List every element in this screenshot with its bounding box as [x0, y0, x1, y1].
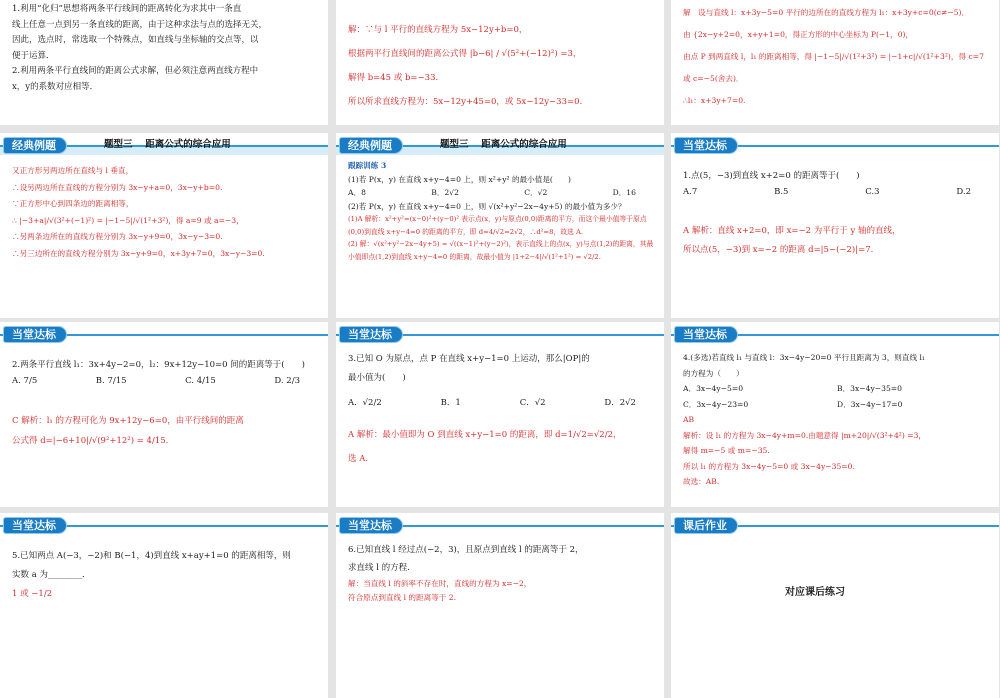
question: 4.(多选)若直线 l₁ 与直线 l：3x−4y−20=0 平行且距离为 3，则直线 l₁	[683, 353, 925, 362]
question: 5.已知两点 A(−3，−2)和 B(−1，4)到直线 x+ay+1=0 的距离相等，则	[12, 551, 291, 561]
slide-header	[336, 515, 664, 535]
line: ∵正方形中心到四条边的距离相等，	[12, 199, 134, 208]
slide-header	[671, 324, 999, 344]
line: C 解析：l₁ 的方程可化为 9x+12y−6=0，由平行线间的距离	[12, 416, 244, 426]
slide-practice-4	[671, 322, 999, 507]
answer	[348, 423, 656, 471]
summary-text	[12, 2, 320, 95]
line: 解 设与直线 l：x+3y−5=0 平行的边所在的直线方程为 l₁：x+3y+c=0(c≠−5)．	[683, 8, 970, 17]
question-block	[683, 169, 991, 260]
option-d: D．16	[612, 188, 636, 197]
option-c: C．√2	[519, 398, 546, 408]
practice-tag: 当堂达标	[675, 138, 737, 153]
line: AB	[683, 415, 695, 424]
practice-tag: 当堂达标	[340, 327, 402, 342]
line: 解：∵与 l 平行的直线方程为 5x−12y+b=0，	[348, 25, 528, 35]
options	[348, 394, 656, 413]
line: 解得 b=45 或 b=−33.	[348, 73, 439, 83]
answer: (2) 解：√(x²+y²−2x−4y+5) = √((x−1)²+(y−2)²)，表示直线上的点(x，y)与点(1,2)的距离，其最小值即点(1,2)到直线 x+y−4=0 的距离，故最小值为 |1+2−4|/√(1²+1²) = √2/2.	[348, 240, 654, 261]
homework-tag: 课后作业	[675, 518, 737, 533]
exercise-text	[348, 159, 656, 263]
option-b: B．3x−4y−35=0	[837, 384, 902, 393]
question-block	[683, 350, 991, 490]
option-b: B. 7/15	[95, 375, 127, 386]
line: 解析：设 l₁ 的方程为 3x−4y+m=0.由题意得 |m+20|/√(3²+4²) =3，	[683, 430, 927, 440]
question: 1.点(5，−3)到直线 x+2=0 的距离等于( )	[683, 171, 860, 181]
line: 便于运算．	[12, 50, 55, 61]
question-block	[348, 350, 656, 471]
options	[348, 186, 656, 200]
answer	[12, 411, 320, 451]
option-b: B．1	[440, 398, 461, 408]
option-b: B.5	[774, 186, 789, 197]
line: 线上任意一点到另一条直线的距离，由于这种求法与点的选择无关，	[12, 19, 268, 30]
topic-title: 题型三 距离公式的综合应用	[104, 139, 231, 150]
question-block	[12, 547, 320, 604]
line: x，y的系数对应相等．	[12, 81, 99, 92]
slide-practice-5	[0, 513, 328, 698]
slide-header	[671, 515, 999, 535]
slide-top-middle	[336, 0, 664, 125]
question-block	[12, 358, 320, 451]
slide-header	[0, 135, 328, 155]
answer	[348, 577, 656, 605]
question: 求直线 l 的方程.	[348, 563, 410, 573]
solution-text	[12, 163, 320, 262]
line: A 解析：最小值即为 O 到直线 x+y−1=0 的距离，即 d=1/√2=√2/2，	[348, 430, 622, 440]
slide-header	[671, 135, 999, 155]
question: (2)若 P(x，y) 在直线 x+y−4=0 上，则 √(x²+y²−2x−4y+5) 的最小值为多少？	[348, 201, 626, 211]
line: ∴另两条边所在的直线方程分别为 3x−y+9=0，3x−y−3=0.	[12, 232, 223, 241]
option-a: A．8	[348, 188, 366, 197]
line: 所以所求直线方程为：5x−12y+45=0，或 5x−12y−33=0.	[348, 97, 583, 107]
option-d: D.2	[956, 186, 971, 197]
slide-homework	[671, 513, 999, 698]
question-block	[348, 541, 656, 605]
line: 符合原点到直线 l 的距离等于 2.	[348, 593, 457, 602]
slide-practice-3	[336, 322, 664, 507]
option-c: C. 4/15	[185, 375, 216, 386]
line: 1.利用“化归”思想将两条平行线间的距离转化为求其中一条直	[12, 4, 242, 14]
example-tag: 经典例题	[4, 138, 66, 153]
option-a: A. 7/5	[12, 375, 38, 386]
slide-top-left	[0, 0, 328, 125]
line: A 解析：直线 x+2=0，即 x=−2 为平行于 y 轴的直线，	[683, 226, 901, 236]
line: 解得 m=−5 或 m=−35.	[683, 446, 770, 455]
question: 的方程为（ ）	[683, 368, 744, 378]
option-a: A．√2/2	[348, 398, 382, 408]
question: (1)若 P(x，y) 在直线 x+y−4=0 上，则 x²+y² 的最小值是( )	[348, 174, 572, 184]
option-a: A．3x−4y−5=0	[683, 384, 744, 393]
question: 6.已知直线 l 经过点(−2，3)，且原点到直线 l 的距离等于 2，	[348, 545, 584, 555]
line: 解：当直线 l 的斜率不存在时，直线的方程为 x=−2，	[348, 579, 532, 588]
option-a: A.7	[683, 186, 698, 197]
option-d: D. 2/3	[274, 375, 300, 386]
line: 所以点(5，−3)到 x=−2 的距离 d=|5−(−2)|=7.	[683, 245, 874, 255]
slide-header	[336, 324, 664, 344]
line: 由点 P 到两直线 l，l₁ 的距离相等，得 |−1−5|/√(1²+3²) = |−1+c|/√(1²+3²)，得 c=7 或 c=−5(舍去)．	[683, 52, 984, 83]
answer	[683, 412, 991, 490]
slide-example-2	[336, 133, 664, 318]
line: 故选：AB.	[683, 477, 720, 486]
line: 又正方形另两边所在直线与 l 垂直，	[12, 166, 134, 175]
options	[12, 374, 320, 390]
slide-practice-2	[0, 322, 328, 507]
line: 选 A.	[348, 454, 369, 464]
line: 因此，选点时，常选取一个特殊点，如直线与坐标轴的交点等，以	[12, 35, 259, 45]
option-c: C．√2	[524, 188, 548, 197]
answer: (1)A 解析：x²+y²=(x−0)²+(y−0)² 表示点(x，y)与原点(0,0)距离的平方，而这个最小值等于原点(0,0)到直线 x+y−4=0 的距离的平方，即 d=4/√2=2√2，∴d²=8，故选 A.	[348, 215, 647, 236]
practice-tag: 当堂达标	[4, 327, 66, 342]
option-d: D．3x−4y−17=0	[837, 399, 903, 409]
line: 由 {2x−y+2=0，x+y+1=0，得正方形的中心坐标为 P(−1，0)，	[683, 30, 914, 39]
slide-top-right	[671, 0, 999, 125]
line: 公式得 d=|−6+10|/√(9²+12²) = 4/15.	[12, 436, 169, 446]
option-d: D．2√2	[604, 398, 636, 408]
homework-text: 对应课后练习	[785, 587, 845, 598]
slide-practice-6	[336, 513, 664, 698]
option-c: C．3x−4y−23=0	[683, 399, 749, 409]
question: 2.两条平行直线 l₁：3x+4y−2=0，l₂：9x+12y−10=0 间的距离等于( )	[12, 360, 305, 370]
topic-title: 题型三 距离公式的综合应用	[440, 139, 567, 150]
options	[683, 381, 991, 412]
options	[683, 185, 991, 201]
question: 3.已知 O 为原点，点 P 在直线 x+y−1=0 上运动，那么|OP|的	[348, 354, 590, 364]
line: ∴另三边所在的直线方程分别为 3x−y+9=0，x+3y+7=0，3x−y−3=0.	[12, 248, 265, 258]
option-b: B．2√2	[431, 188, 459, 197]
solution-text	[683, 2, 991, 112]
practice-tag: 当堂达标	[340, 518, 402, 533]
track-label: 跟踪训练 3	[348, 161, 387, 170]
practice-tag: 当堂达标	[4, 518, 66, 533]
slide-example-1	[0, 133, 328, 318]
line: ∴ |−3+a|/√(3²+(−1)²) = |−1−5|/√(1²+3²)，得 a=9 或 a=−3，	[12, 215, 244, 225]
slide-header	[336, 135, 664, 155]
practice-tag: 当堂达标	[675, 327, 737, 342]
line: ∴l₁：x+3y+7=0.	[683, 96, 746, 105]
line: 所以 l₁ 的方程为 3x−4y−5=0 或 3x−4y−35=0.	[683, 461, 855, 471]
answer	[683, 222, 991, 260]
slide-header	[0, 515, 328, 535]
solution-text	[348, 18, 656, 114]
slide-header	[0, 324, 328, 344]
option-c: C.3	[865, 186, 880, 197]
question: 最小值为( )	[348, 373, 406, 383]
example-tag: 经典例题	[340, 138, 402, 153]
answer: 1 或 −1/2	[12, 589, 53, 599]
question: 实数 a 为________．	[12, 570, 91, 580]
line: ∴设另两边所在直线的方程分别为 3x−y+a=0，3x−y+b=0.	[12, 182, 223, 192]
line: 根据两平行直线间的距离公式得 |b−6| / √(5²+(−12)²) =3，	[348, 49, 582, 59]
slide-practice-1	[671, 133, 999, 318]
line: 2.利用两条平行直线间的距离公式求解，但必须注意两直线方程中	[12, 66, 259, 76]
